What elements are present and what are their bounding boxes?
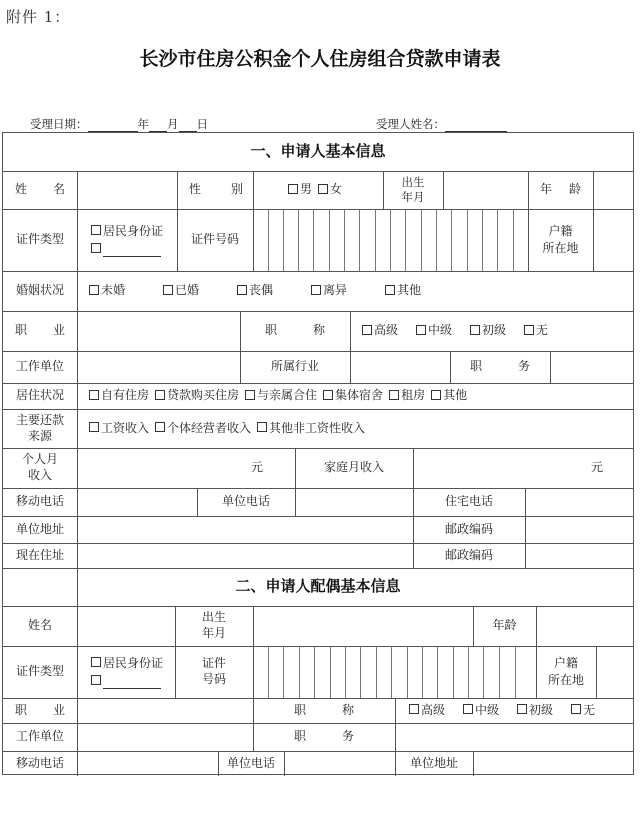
id-type-other[interactable] bbox=[91, 240, 161, 257]
marital-widowed[interactable]: 丧偶 bbox=[237, 282, 273, 299]
spouse-name-field[interactable] bbox=[77, 606, 175, 646]
family-income-label: 家庭月收入 bbox=[323, 460, 384, 475]
work-phone-field[interactable] bbox=[295, 488, 413, 516]
residence-options bbox=[77, 383, 633, 409]
title-rank-label: 职 称 bbox=[264, 323, 326, 338]
checkbox-icon bbox=[89, 422, 99, 432]
checkbox-icon bbox=[288, 184, 298, 194]
mobile-label: 移动电话 bbox=[15, 494, 64, 509]
gender-female[interactable]: 女 bbox=[318, 181, 342, 198]
checkbox-icon bbox=[524, 325, 534, 335]
spouse-title-rank-label: 职 称 bbox=[293, 702, 355, 717]
spouse-age-field[interactable] bbox=[536, 606, 633, 646]
section2-title: 二、申请人配偶基本信息 bbox=[235, 577, 401, 596]
spouse-id-type-other[interactable] bbox=[91, 672, 161, 689]
spouse-mobile-field[interactable] bbox=[77, 751, 218, 776]
checkbox-icon bbox=[155, 390, 165, 400]
title-rank-options bbox=[350, 311, 633, 351]
spouse-hukou-field[interactable] bbox=[596, 646, 633, 698]
checkbox-icon bbox=[237, 285, 247, 295]
checkbox-icon bbox=[470, 325, 480, 335]
checkbox-icon bbox=[89, 285, 99, 295]
home-postcode-label: 邮政编码 bbox=[444, 547, 493, 562]
checkbox-icon bbox=[431, 390, 441, 400]
checkbox-icon bbox=[463, 704, 473, 714]
spouse-position-label: 职 务 bbox=[293, 729, 355, 744]
spouse-birth-label: 出生 年月 bbox=[201, 610, 226, 640]
work-address-field[interactable] bbox=[77, 516, 413, 543]
marital-label: 婚姻状况 bbox=[15, 283, 64, 298]
spouse-hukou-label: 户籍 所在地 bbox=[547, 656, 584, 687]
marital-options bbox=[77, 271, 633, 311]
id-type-resident[interactable]: 居民身份证 bbox=[91, 223, 163, 240]
checkbox-icon bbox=[318, 184, 328, 194]
accept-date-label: 受理日期： bbox=[30, 117, 88, 131]
spouse-rank-none[interactable]: 无 bbox=[571, 702, 595, 719]
spouse-rank-senior[interactable]: 高级 bbox=[409, 702, 445, 719]
spouse-occupation-field[interactable] bbox=[77, 698, 253, 723]
spouse-position-field[interactable] bbox=[395, 723, 633, 751]
industry-label: 所属行业 bbox=[270, 359, 319, 374]
checkbox-icon bbox=[91, 675, 101, 685]
checkbox-icon bbox=[362, 325, 372, 335]
checkbox-icon bbox=[323, 390, 333, 400]
id-number-label: 证件号码 bbox=[190, 232, 239, 247]
repay-business[interactable]: 个体经营者收入 bbox=[155, 420, 251, 437]
occupation-label: 职 业 bbox=[15, 323, 65, 338]
checkbox-icon bbox=[91, 657, 101, 667]
family-income-field[interactable] bbox=[413, 448, 633, 488]
monthly-income-label: 个人月 收入 bbox=[21, 452, 58, 482]
spouse-age-label: 年龄 bbox=[492, 618, 517, 633]
handler-name-blank[interactable] bbox=[445, 119, 507, 132]
marital-single[interactable]: 未婚 bbox=[89, 282, 125, 299]
birth-field[interactable] bbox=[443, 171, 528, 209]
gender-male[interactable]: 男 bbox=[288, 181, 312, 198]
residence-dorm[interactable]: 集体宿舍 bbox=[323, 387, 383, 404]
name-field[interactable] bbox=[77, 171, 177, 209]
checkbox-icon bbox=[389, 390, 399, 400]
marital-other[interactable]: 其他 bbox=[385, 282, 421, 299]
id-type-options bbox=[77, 209, 177, 271]
spouse-employer-field[interactable] bbox=[77, 723, 253, 751]
checkbox-icon bbox=[91, 243, 101, 253]
age-label: 年 龄 bbox=[540, 182, 581, 197]
age-field[interactable] bbox=[593, 171, 633, 209]
marital-divorced[interactable]: 离异 bbox=[311, 282, 347, 299]
year-blank[interactable] bbox=[88, 119, 138, 132]
marital-married[interactable]: 已婚 bbox=[163, 282, 199, 299]
spouse-work-phone-label: 单位电话 bbox=[226, 755, 275, 770]
residence-relatives[interactable]: 与亲属合住 bbox=[245, 387, 317, 404]
year-label: 年 bbox=[137, 117, 149, 131]
residence-other[interactable]: 其他 bbox=[431, 387, 467, 404]
checkbox-icon bbox=[245, 390, 255, 400]
position-label: 职 务 bbox=[469, 359, 531, 374]
rank-middle[interactable]: 中级 bbox=[416, 322, 452, 339]
spouse-id-number-label: 证件 号码 bbox=[201, 656, 226, 686]
current-address-label: 现在住址 bbox=[15, 547, 64, 562]
form-title: 长沙市住房公积金个人住房组合贷款申请表 bbox=[139, 48, 501, 70]
residence-mortgage[interactable]: 贷款购买住房 bbox=[155, 387, 239, 404]
employer-label: 工作单位 bbox=[15, 359, 64, 374]
checkbox-icon bbox=[409, 704, 419, 714]
checkbox-icon bbox=[163, 285, 173, 295]
accept-date bbox=[30, 116, 208, 132]
application-table bbox=[2, 132, 634, 775]
hukou-field[interactable] bbox=[593, 209, 633, 271]
handler-name bbox=[376, 116, 507, 132]
spouse-id-type-options bbox=[77, 646, 175, 698]
monthly-income-field[interactable] bbox=[77, 448, 295, 488]
position-field[interactable] bbox=[550, 351, 633, 383]
home-phone-label: 住宅电话 bbox=[444, 494, 493, 509]
spouse-rank-junior[interactable]: 初级 bbox=[517, 702, 553, 719]
checkbox-icon bbox=[91, 225, 101, 235]
spouse-title-rank-options bbox=[395, 698, 633, 723]
repay-source-options bbox=[77, 409, 633, 448]
home-postcode-field[interactable] bbox=[525, 543, 633, 568]
spouse-work-phone-field[interactable] bbox=[284, 751, 395, 776]
section1-title: 一、申请人基本信息 bbox=[250, 142, 386, 161]
month-blank[interactable] bbox=[149, 119, 167, 132]
checkbox-icon bbox=[571, 704, 581, 714]
checkbox-icon bbox=[385, 285, 395, 295]
attachment-label: 附件 1： bbox=[6, 8, 71, 26]
gender-options bbox=[253, 171, 383, 209]
spouse-id-type-resident[interactable]: 居民身份证 bbox=[91, 655, 163, 672]
checkbox-icon bbox=[416, 325, 426, 335]
industry-field[interactable] bbox=[350, 351, 450, 383]
rank-senior[interactable]: 高级 bbox=[362, 322, 398, 339]
work-phone-label: 单位电话 bbox=[221, 494, 270, 509]
residence-label: 居住状况 bbox=[15, 388, 64, 403]
checkbox-icon bbox=[517, 704, 527, 714]
rank-junior[interactable]: 初级 bbox=[470, 322, 506, 339]
name-label: 姓 名 bbox=[15, 182, 65, 197]
spouse-work-address-label: 单位地址 bbox=[409, 755, 458, 770]
currency-unit: 元 bbox=[250, 460, 263, 475]
month-label: 月 bbox=[167, 117, 179, 131]
current-address-field[interactable] bbox=[77, 543, 413, 568]
spouse-work-address-field[interactable] bbox=[473, 751, 633, 776]
mobile-field[interactable] bbox=[77, 488, 197, 516]
gender-label: 性 别 bbox=[189, 182, 243, 197]
repay-salary[interactable]: 工资收入 bbox=[89, 420, 149, 437]
work-address-label: 单位地址 bbox=[15, 521, 64, 536]
repay-other[interactable]: 其他非工资性收入 bbox=[257, 420, 365, 437]
work-postcode-field[interactable] bbox=[525, 516, 633, 543]
spouse-name-label: 姓名 bbox=[27, 618, 52, 633]
employer-field[interactable] bbox=[77, 351, 240, 383]
spouse-mobile-label: 移动电话 bbox=[15, 755, 64, 770]
checkbox-icon bbox=[89, 390, 99, 400]
spouse-occupation-label: 职 业 bbox=[15, 702, 65, 717]
spouse-employer-label: 工作单位 bbox=[15, 729, 64, 744]
day-label: 日 bbox=[196, 117, 208, 131]
repay-source-label: 主要还款 来源 bbox=[15, 412, 64, 443]
checkbox-icon bbox=[155, 422, 165, 432]
spouse-rank-middle[interactable]: 中级 bbox=[463, 702, 499, 719]
rank-none[interactable]: 无 bbox=[524, 322, 548, 339]
home-phone-field[interactable] bbox=[525, 488, 633, 516]
checkbox-icon bbox=[311, 285, 321, 295]
occupation-field[interactable] bbox=[77, 311, 240, 351]
residence-own[interactable]: 自有住房 bbox=[89, 387, 149, 404]
spouse-birth-field[interactable] bbox=[253, 606, 473, 646]
handler-name-label: 受理人姓名： bbox=[376, 117, 445, 131]
checkbox-icon bbox=[257, 422, 267, 432]
birth-label: 出生 年月 bbox=[401, 175, 425, 204]
id-type-label: 证件类型 bbox=[15, 232, 64, 247]
hukou-label: 户籍 所在地 bbox=[542, 223, 579, 255]
currency-unit: 元 bbox=[590, 460, 603, 475]
work-postcode-label: 邮政编码 bbox=[444, 521, 493, 536]
residence-rent[interactable]: 租房 bbox=[389, 387, 425, 404]
day-blank[interactable] bbox=[179, 119, 197, 132]
spouse-id-type-label: 证件类型 bbox=[15, 664, 64, 679]
